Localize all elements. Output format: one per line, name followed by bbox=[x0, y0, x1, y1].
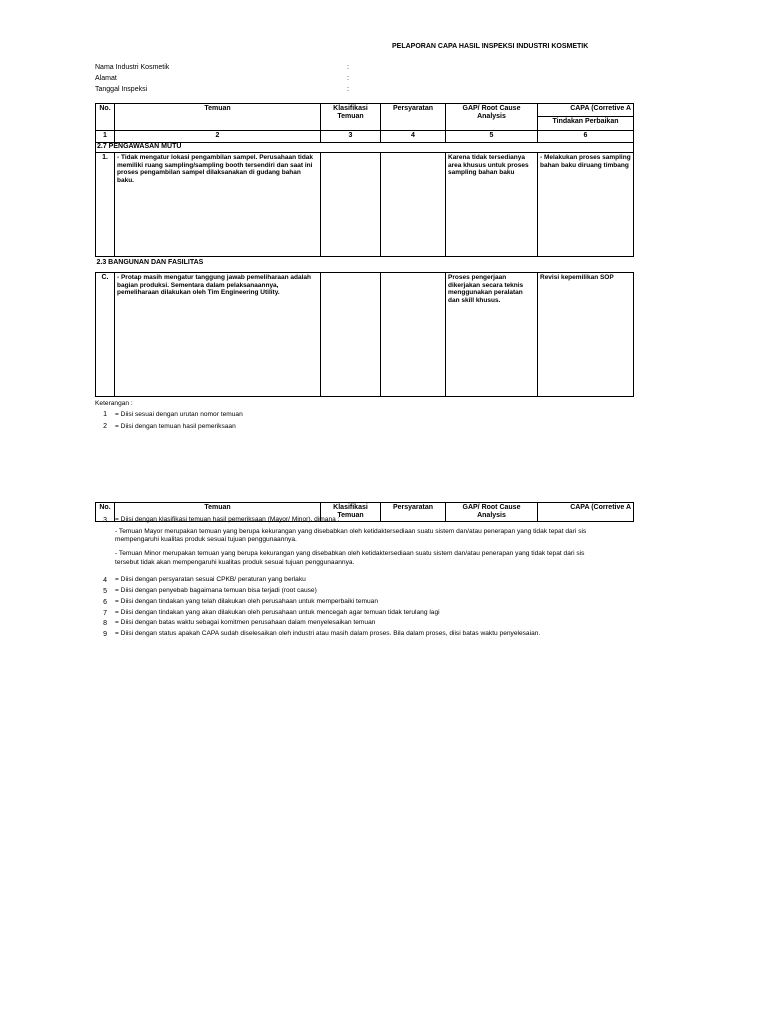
header-temuan: Temuan bbox=[115, 503, 321, 522]
note-minor-line: - Temuan Minor merupakan temuan yang berupa kekurangan yang disebabkan oleh ketidaktersediaan suatu sistem dan/atau penerapan yang tidak tepat dari sis bbox=[115, 550, 585, 557]
row-no: 1. bbox=[96, 153, 115, 257]
note-text: = Diisi dengan tindakan yang akan dilakukan oleh perusahaan untuk mencegah agar temuan tidak terulang lagi bbox=[115, 609, 440, 616]
header-klasifikasi: Klasifikasi Temuan bbox=[321, 104, 381, 131]
row-temuan: - Protap masih mengatur tanggung jawab pemeliharaan adalah bagian produksi. Sementara dalam pelaksanaannya, pemeliharaan dilakukan oleh Tim Engineering Utility. bbox=[115, 273, 321, 397]
note-number: 2 bbox=[103, 423, 107, 430]
row-persyaratan bbox=[381, 153, 446, 257]
note-number: 8 bbox=[103, 620, 107, 627]
col-number: 4 bbox=[381, 131, 446, 143]
meta-colon: : bbox=[347, 75, 349, 82]
note-number: 6 bbox=[103, 599, 107, 606]
note-number: 3 bbox=[103, 517, 107, 524]
note-number: 4 bbox=[103, 577, 107, 584]
note-text: = Diisi sesuai dengan urutan nomor temuan bbox=[115, 411, 243, 418]
note-text: = Diisi dengan klasifikasi temuan hasil pemeriksaan (Mayor/ Minor), dimana : bbox=[115, 516, 340, 523]
header-persyaratan: Persyaratan bbox=[381, 503, 446, 522]
header-no: No. bbox=[96, 503, 115, 522]
header-klasifikasi: Klasifikasi Temuan bbox=[321, 503, 381, 522]
meta-colon: : bbox=[347, 64, 349, 71]
col-number: 5 bbox=[446, 131, 538, 143]
report-title: PELAPORAN CAPA HASIL INSPEKSI INDUSTRI KOSMETIK bbox=[392, 43, 589, 50]
meta-label-alamat: Alamat bbox=[95, 75, 117, 82]
note-text: = Diisi dengan batas waktu sebagai komitmen perusahaan dalam menyelesaikan temuan bbox=[115, 619, 376, 626]
note-text: = Diisi dengan tindakan yang telah dilakukan oleh perusahaan untuk memperbaiki temuan bbox=[115, 598, 379, 605]
meta-label-tanggal: Tanggal Inspeksi bbox=[95, 86, 148, 93]
col-number: 1 bbox=[96, 131, 115, 143]
note-number: 9 bbox=[103, 631, 107, 638]
row-temuan: - Tidak mengatur lokasi pengambilan sampel. Perusahaan tidak memiliki ruang sampling/sampling booth tersendiri dan saat ini proses pengambilan sampel dilaksanakan di gudang bahan baku. bbox=[115, 153, 321, 257]
note-mayor-line: - Temuan Mayor merupakan temuan yang berupa kekurangan yang disebabkan oleh ketidaktersediaan suatu sistem dan/atau penerapan yang tidak tepat dari sis bbox=[115, 528, 587, 535]
row-persyaratan bbox=[381, 273, 446, 397]
col-number: 3 bbox=[321, 131, 381, 143]
header-capa: CAPA (Corretive A bbox=[538, 503, 634, 522]
col-number: 6 bbox=[538, 131, 634, 143]
note-mayor-line: mempengaruhi kualitas produk sesuai tujuan penggunaannya. bbox=[115, 536, 297, 543]
row-gap: Karena tidak tersedianya area khusus untuk proses sampling bahan baku bbox=[446, 153, 538, 257]
header-no: No. bbox=[96, 104, 115, 131]
row-no: C. bbox=[96, 273, 115, 397]
note-text: = Diisi dengan penyebab bagaimana temuan bisa terjadi (root cause) bbox=[115, 587, 317, 594]
header-persyaratan: Persyaratan bbox=[381, 104, 446, 131]
meta-label-industri: Nama Industri Kosmetik bbox=[95, 64, 170, 71]
note-text: = Diisi dengan status apakah CAPA sudah diselesaikan oleh industri atau masih dalam proses. Bila dalam proses, diisi batas waktu penyelesaian. bbox=[115, 630, 541, 637]
header-gap: GAP/ Root Cause Analysis bbox=[446, 104, 538, 131]
row-klasifikasi bbox=[321, 153, 381, 257]
row-gap: Proses pengerjaan dikerjakan secara teknis menggunakan peralatan dan skill khusus. bbox=[446, 273, 538, 397]
note-minor-line: tersebut tidak akan mempengaruhi kualitas produk sesuai tujuan penggunaannya. bbox=[115, 559, 355, 566]
section-title: 2.7 PENGAWASAN MUTU bbox=[96, 143, 634, 153]
capa-table bbox=[95, 103, 634, 397]
section-title: 2.3 BANGUNAN DAN FASILITAS bbox=[96, 259, 204, 266]
row-klasifikasi bbox=[321, 273, 381, 397]
header-tindakan: Tindakan Perbaikan bbox=[538, 117, 634, 131]
header-temuan: Temuan bbox=[115, 104, 321, 131]
note-text: = Diisi dengan temuan hasil pemeriksaan bbox=[115, 423, 236, 430]
meta-colon: : bbox=[347, 86, 349, 93]
header-gap: GAP/ Root Cause Analysis bbox=[446, 503, 538, 522]
col-number: 2 bbox=[115, 131, 321, 143]
note-number: 5 bbox=[103, 588, 107, 595]
row-tindakan: Revisi kepemilikan SOP bbox=[538, 273, 634, 397]
header-capa: CAPA (Corretive A bbox=[538, 104, 634, 117]
row-tindakan: - Melakukan proses sampling bahan baku diruang timbang bbox=[538, 153, 634, 257]
note-text: = Diisi dengan persyaratan sesuai CPKB/ peraturan yang berlaku bbox=[115, 576, 306, 583]
note-number: 1 bbox=[103, 411, 107, 418]
keterangan-label: Keterangan : bbox=[95, 400, 133, 407]
note-number: 7 bbox=[103, 610, 107, 617]
